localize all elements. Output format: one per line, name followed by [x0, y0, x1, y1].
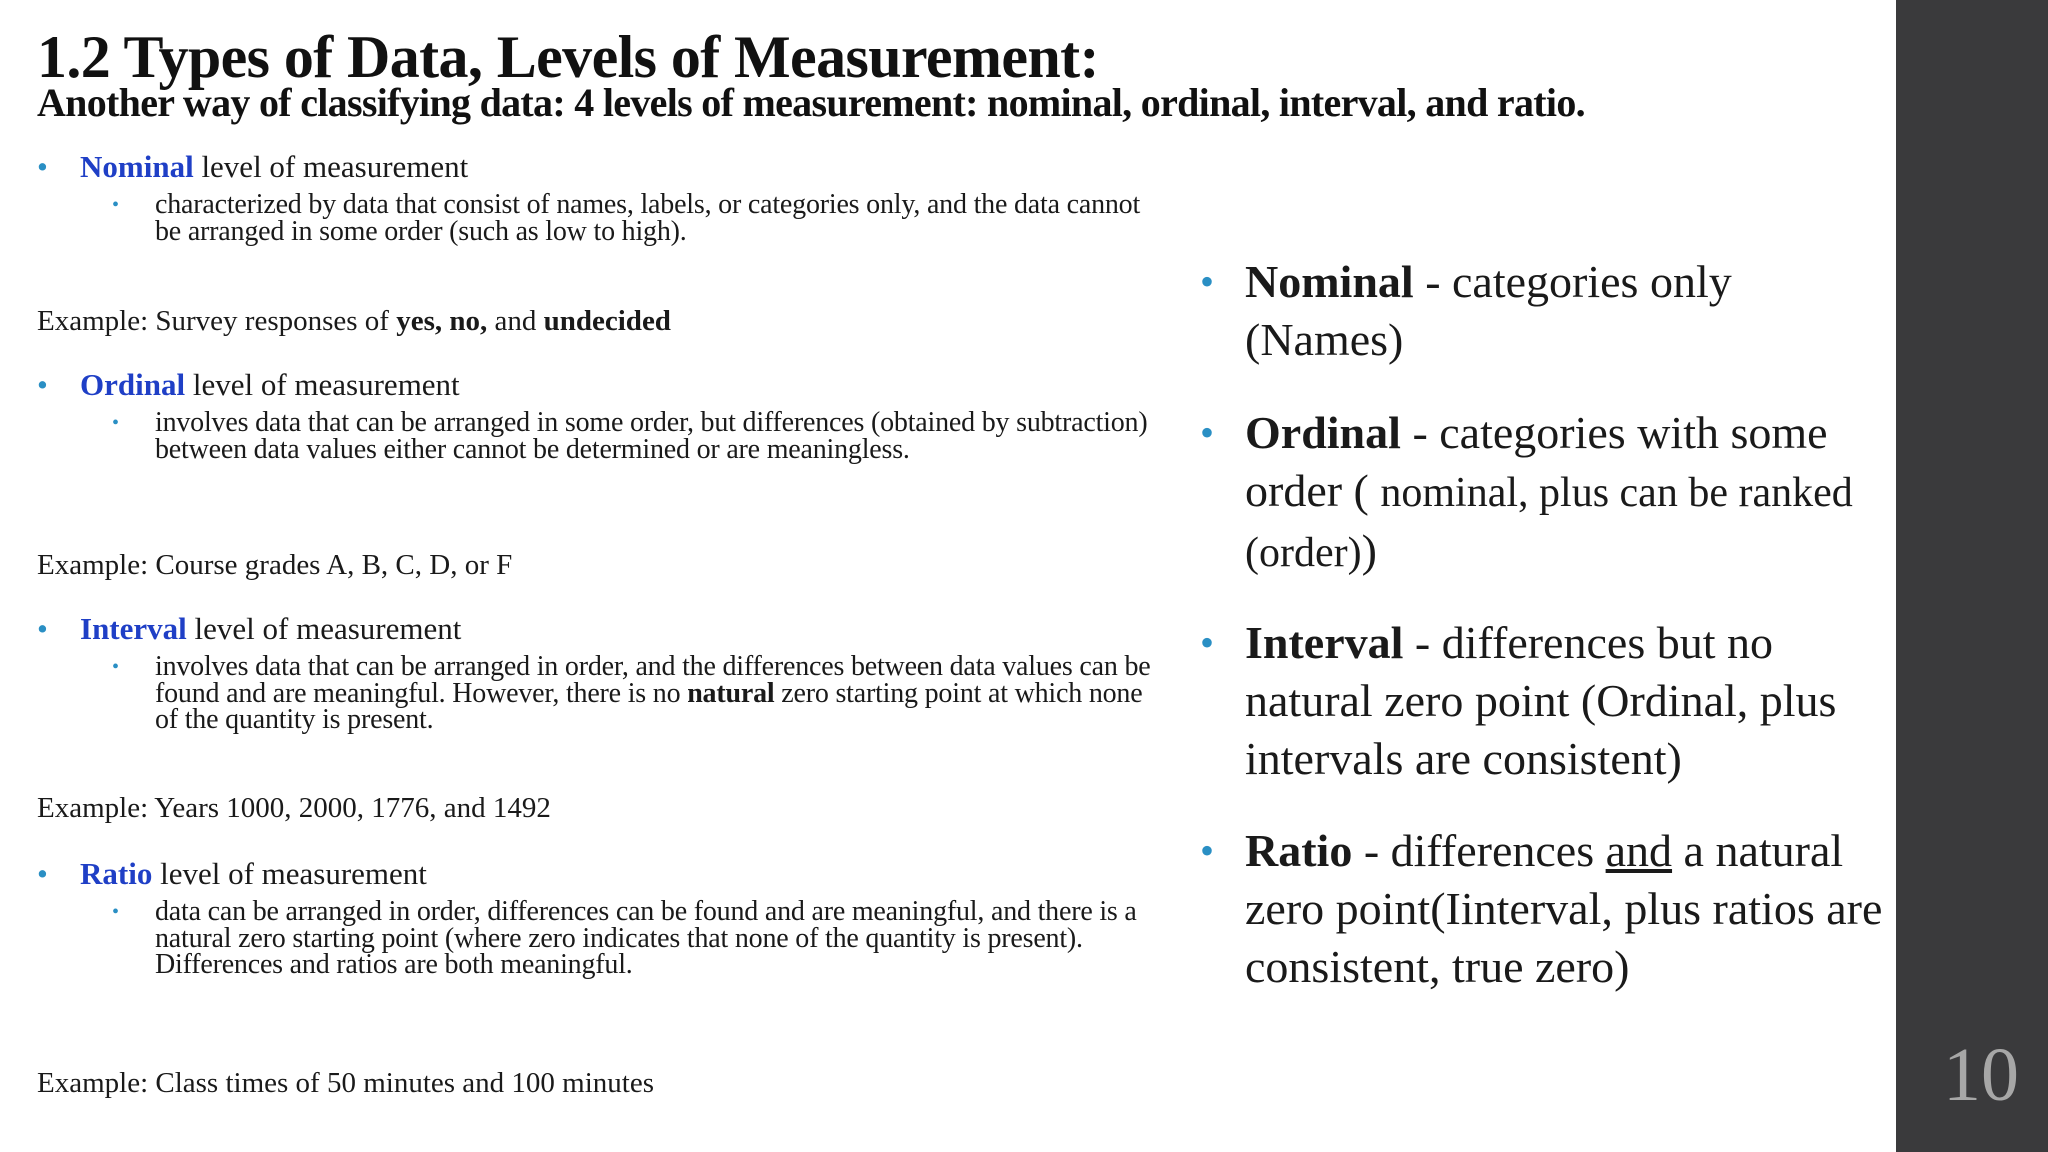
- nominal-bullet: [37, 149, 468, 185]
- interval-desc-text: [155, 651, 1155, 736]
- example-prefix: Example: Survey responses of: [37, 305, 397, 337]
- side-bar: [1896, 0, 2048, 1152]
- ratio-example: Example: Class times of 50 minutes and 100 minutes: [37, 1067, 654, 1099]
- interval-desc-after: zero starting point at which none of the quantity is present.: [155, 677, 1143, 736]
- summary-interval-desc: - differences but no natural zero point (Ordinal, plus intervals are consistent): [1245, 617, 1837, 784]
- interval-term: Interval: [80, 611, 187, 646]
- summary-ratio-underlined: and: [1605, 825, 1673, 876]
- example-mid: and: [487, 305, 544, 337]
- summary-ordinal-text: [1245, 404, 1885, 582]
- ratio-desc-text: data can be arranged in order, differences can be found and are meaningful, and there is a natural zero starting point (where zero indicates that none of the quantity is present). Differences and ratios are both meaningful.: [155, 896, 1137, 981]
- interval-suffix: level of measurement: [186, 611, 462, 646]
- bullet-icon: •: [1200, 410, 1215, 455]
- example-bold-1: yes, no,: [396, 305, 488, 337]
- bullet-icon: •: [37, 611, 48, 646]
- summary-ratio-term: Ratio: [1245, 825, 1353, 876]
- nominal-term: Nominal: [80, 149, 194, 184]
- summary-nominal-text: [1245, 253, 1885, 369]
- interval-desc-bold: natural: [687, 677, 775, 709]
- interval-bullet: [37, 611, 461, 647]
- bullet-icon: •: [37, 856, 48, 891]
- summary-nominal-term: Nominal: [1245, 256, 1414, 307]
- summary-nominal-desc: - categories only (Names): [1245, 256, 1732, 365]
- bullet-icon: •: [1200, 828, 1215, 873]
- sub-bullet-icon: •: [112, 194, 120, 216]
- bullet-icon: •: [37, 149, 48, 184]
- summary-ordinal-term: Ordinal: [1245, 407, 1401, 458]
- ratio-bullet: [37, 856, 427, 892]
- slide-subtitle: Another way of classifying data: 4 levels of measurement: nominal, ordinal, interval, and ratio.: [37, 80, 1585, 125]
- summary-interval-term: Interval: [1245, 617, 1404, 668]
- page-number: 10: [1943, 1033, 2019, 1117]
- summary-ratio-desc-b: a natural zero point(Iinterval, plus ratios are consistent, true zero): [1245, 825, 1883, 992]
- nominal-example: [37, 304, 671, 338]
- summary-ratio-desc-a: - differences: [1352, 825, 1606, 876]
- ratio-suffix: level of measurement: [152, 856, 427, 891]
- ordinal-desc-text: involves data that can be arranged in some order, but differences (obtained by subtraction) between data values either cannot be determined or are meaningless.: [155, 407, 1148, 465]
- nominal-desc-text: characterized by data that consist of names, labels, or categories only, and the data cannot be arranged in some order (such as low to high).: [155, 189, 1141, 247]
- slide-title: 1.2 Types of Data, Levels of Measurement:: [37, 24, 1099, 90]
- bullet-icon: •: [1200, 259, 1215, 304]
- sub-bullet-icon: •: [112, 656, 120, 678]
- ordinal-suffix: level of measurement: [185, 367, 460, 402]
- ordinal-term: Ordinal: [80, 367, 186, 402]
- sub-bullet-icon: •: [112, 901, 120, 923]
- sub-bullet-icon: •: [112, 412, 120, 434]
- example-bold-2: undecided: [543, 305, 671, 337]
- summary-ordinal-desc-b: nominal, plus can be ranked (order): [1245, 470, 1853, 576]
- summary-ratio-text: [1245, 822, 1885, 996]
- bullet-icon: •: [1200, 620, 1215, 665]
- summary-interval-text: [1245, 614, 1885, 788]
- summary-ordinal-desc-c: ): [1361, 525, 1377, 576]
- ratio-term: Ratio: [80, 856, 153, 891]
- interval-desc-before: involves data that can be arranged in order, and the differences between data values can be found and are meaningful. However, there is no: [155, 651, 1151, 709]
- nominal-suffix: level of measurement: [193, 149, 469, 184]
- ordinal-example: Example: Course grades A, B, C, D, or F: [37, 549, 513, 581]
- ordinal-bullet: [37, 367, 460, 403]
- bullet-icon: •: [37, 367, 48, 402]
- summary-ordinal-desc-a: - categories with some order (: [1245, 407, 1828, 516]
- interval-example: Example: Years 1000, 2000, 1776, and 1492: [37, 792, 551, 824]
